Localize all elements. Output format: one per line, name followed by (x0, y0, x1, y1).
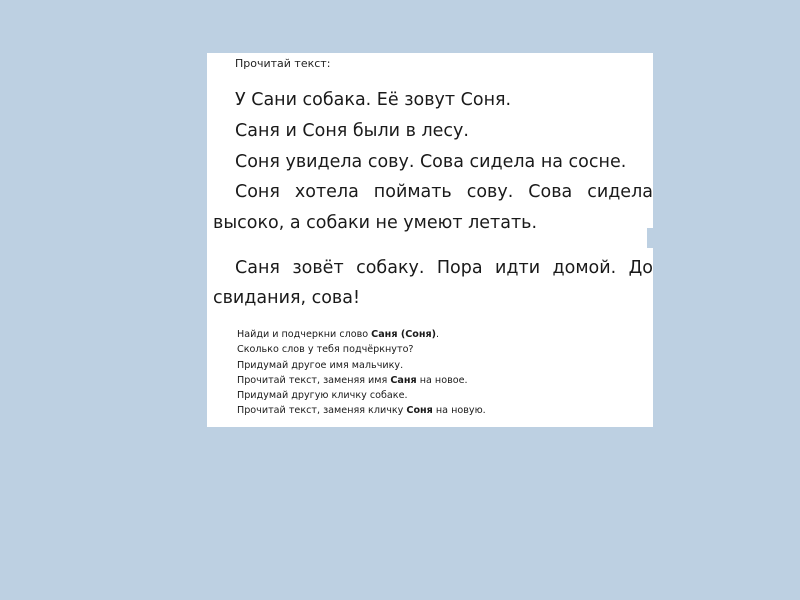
story-line-1: У Сани собака. Её зовут Соня. (235, 90, 512, 110)
task-list (237, 327, 486, 419)
story-line-7: свидания, сова! (213, 288, 360, 308)
task-item: Придумай другую кличку собаке. (237, 390, 408, 402)
task-item: Найди и подчеркни слово Саня (Соня). (237, 329, 440, 340)
task-item: Прочитай текст, заменяя кличку Соня на новую. (237, 405, 486, 417)
page-gap (647, 228, 653, 248)
worksheet-page (207, 53, 653, 427)
story-line-6: Саня зовёт собаку. Пора идти домой. До (235, 258, 653, 278)
story-line-3: Соня увидела сову. Сова сидела на сосне. (235, 152, 627, 172)
story-line-4: Соня хотела поймать сову. Сова сидела (235, 182, 653, 202)
story-line-5: высоко, а собаки не умеют летать. (213, 213, 538, 233)
story-line-2: Саня и Соня были в лесу. (235, 121, 469, 141)
task-item: Прочитай текст, заменяя имя Саня на новое. (237, 374, 468, 386)
worksheet-heading: Прочитай текст: (235, 57, 331, 70)
task-item: Сколько слов у тебя подчёркнуто? (237, 344, 414, 356)
task-item: Придумай другое имя мальчику. (237, 359, 404, 371)
